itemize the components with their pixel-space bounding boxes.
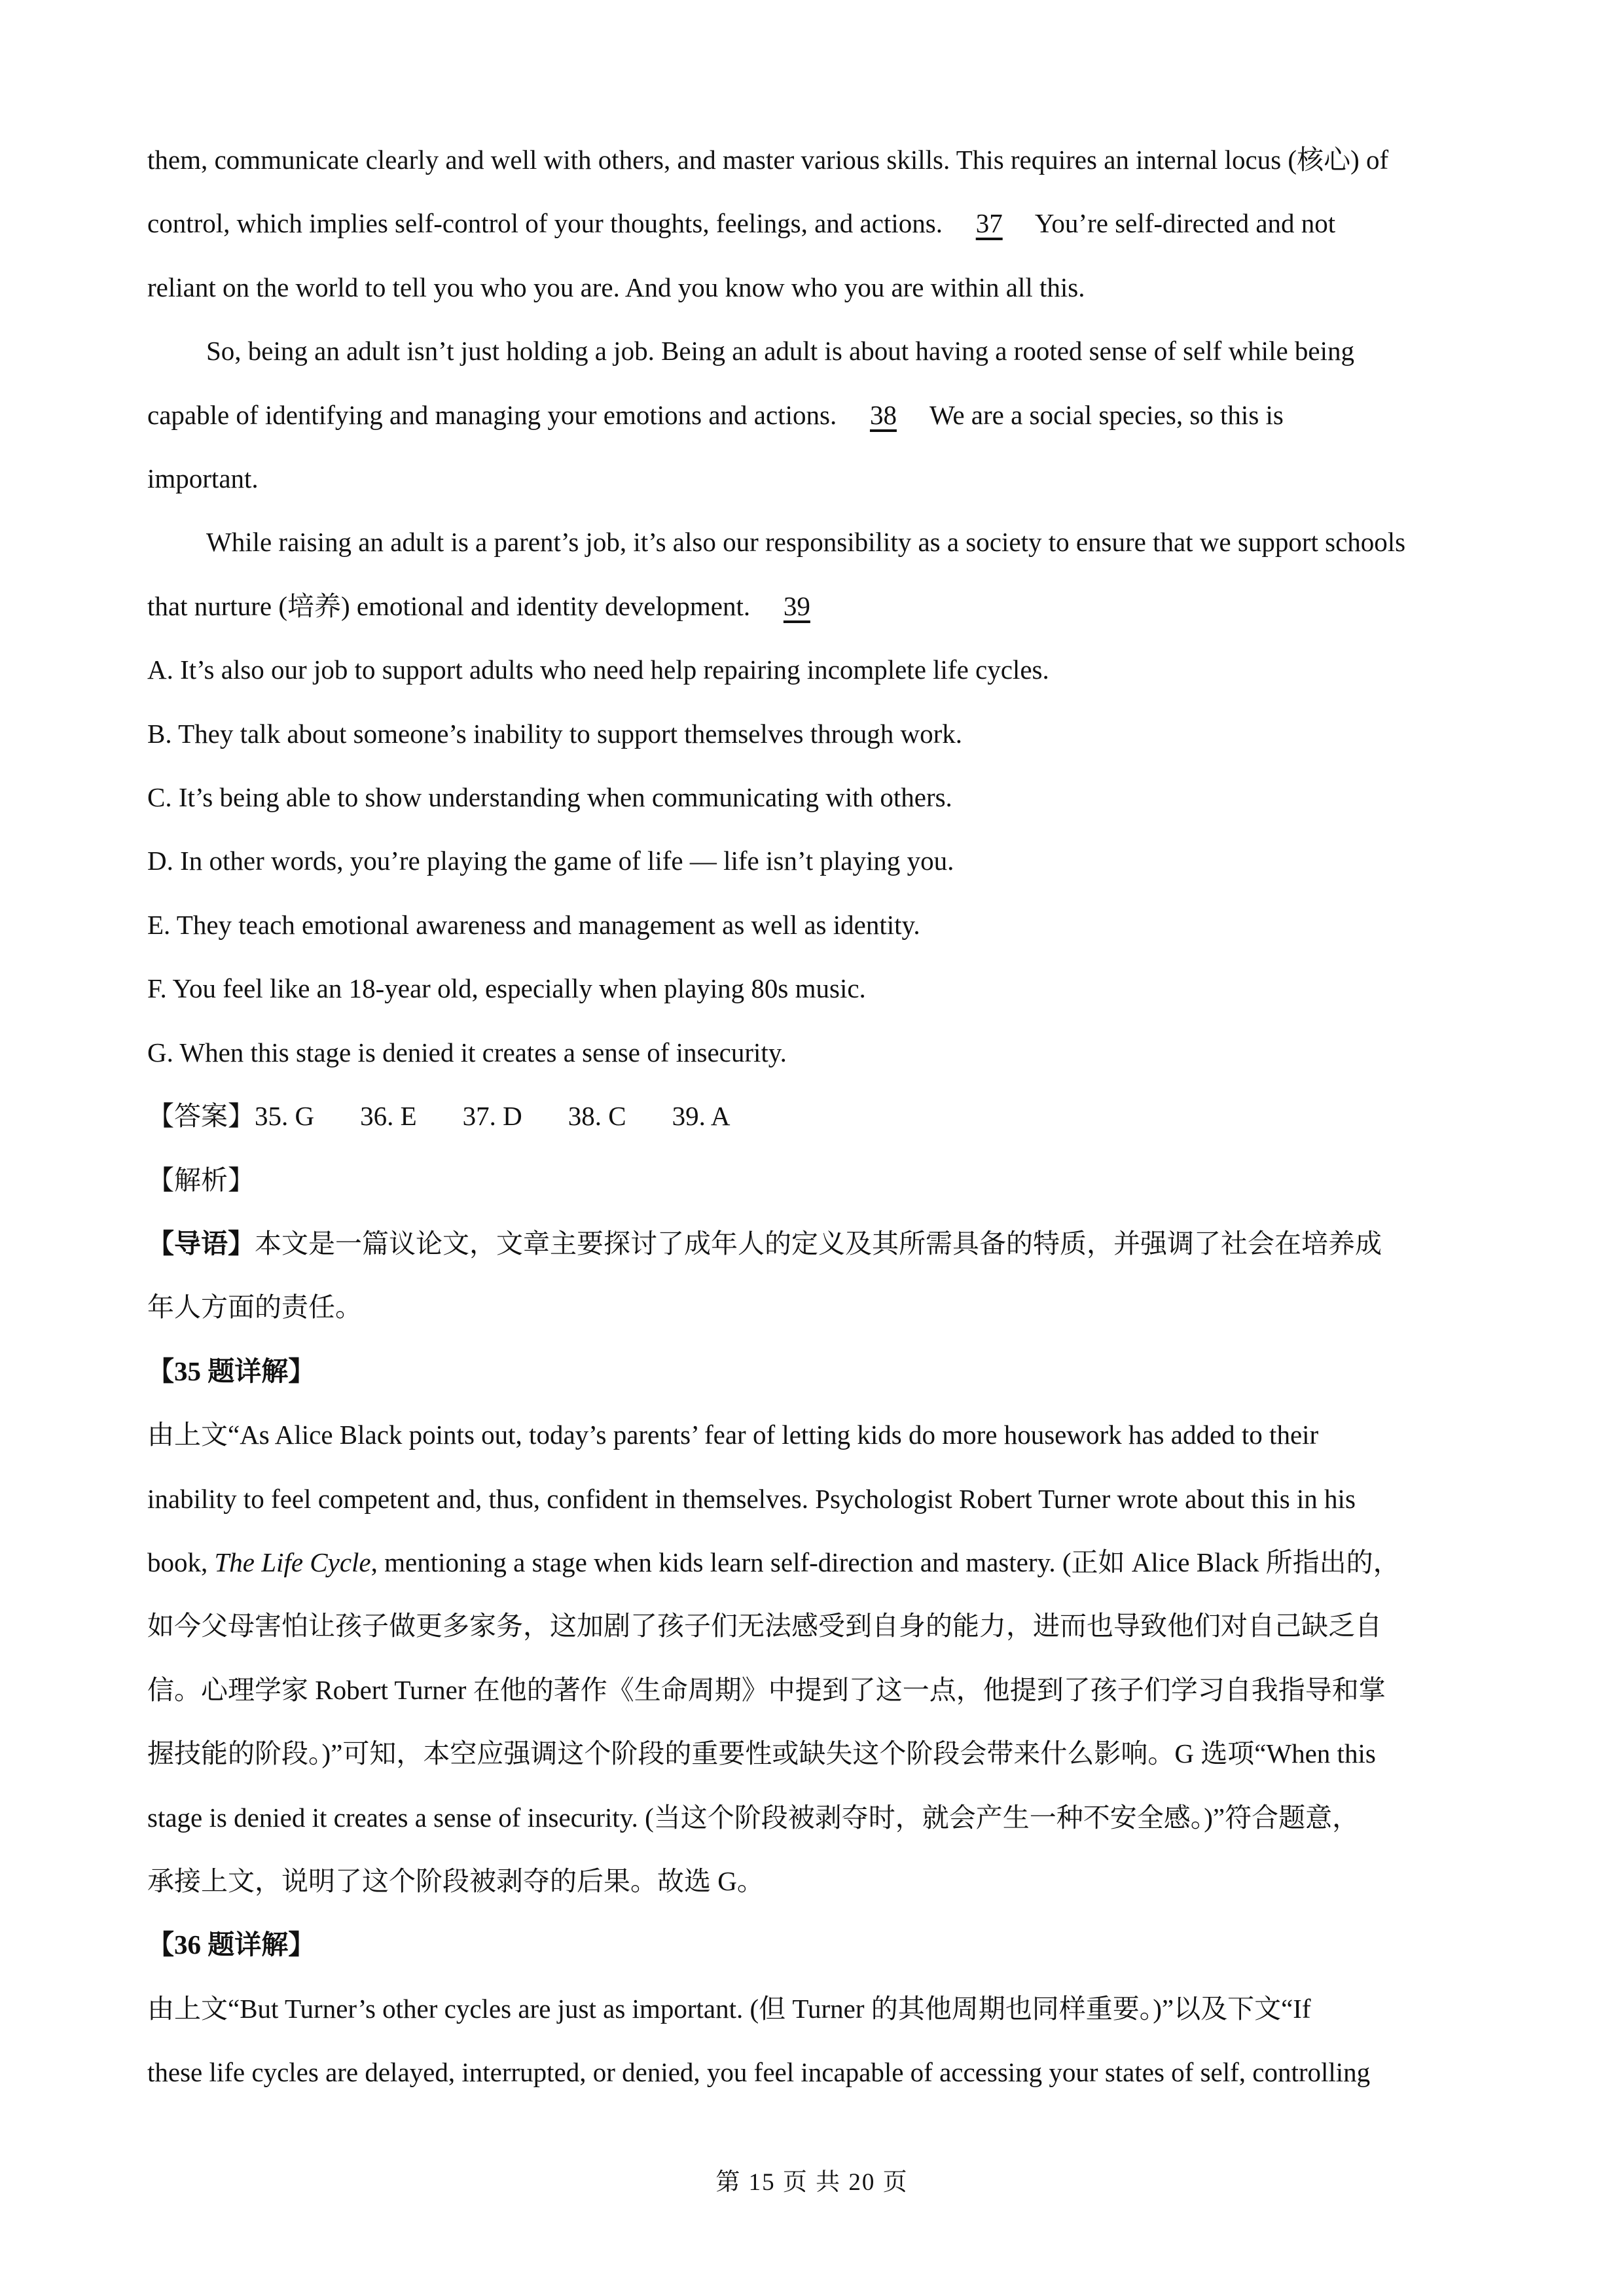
option-b: B. They talk about someone’s inability to support themselves through work.	[147, 718, 963, 749]
passage-line: that nurture (培养) emotional and identity development. 39	[147, 575, 1486, 638]
guide-line: 【导语】本文是一篇议论文，文章主要探讨了成年人的定义及其所需具备的特质，并强调了社会在培养成	[147, 1228, 1382, 1259]
q35-line: stage is denied it creates a sense of insecurity. (当这个阶段被剥夺时，就会产生一种不安全感。)”符合题意，	[147, 1802, 1360, 1833]
passage-line: While raising an adult is a parent’s job, it’s also our responsibility as a society to ensure that we support schools	[206, 527, 1406, 558]
option-c: C. It’s being able to show understanding when communicating with others.	[147, 782, 952, 813]
passage-line: important.	[147, 463, 259, 494]
passage-line: So, being an adult isn’t just holding a job. Being an adult is about having a rooted sense of self while being	[206, 336, 1354, 367]
passage-line: capable of identifying and managing your emotions and actions. 38 We are a social species, so this is	[147, 384, 1486, 447]
blank-38: 38	[869, 399, 897, 430]
q35-line: book, The Life Cycle, mentioning a stage when kids learn self-direction and mastery. (正如 Alice Black 所指出的，	[147, 1547, 1400, 1577]
option-g: G. When this stage is denied it creates a sense of insecurity.	[147, 1037, 787, 1067]
guide-line: 年人方面的责任。	[147, 1292, 362, 1323]
q36-line: these life cycles are delayed, interrupted, or denied, you feel incapable of accessing your states of self, controlling	[147, 2057, 1371, 2088]
q35-line: 如今父母害怕让孩子做更多家务，这加剧了孩子们无法感受到自身的能力，进而也导致他们对自己缺乏自	[147, 1611, 1382, 1641]
passage-line: reliant on the world to tell you who you are. And you know who you are within all this.	[147, 272, 1085, 302]
q35-line: inability to feel competent and, thus, confident in themselves. Psychologist Robert Turner wrote about this in his	[147, 1483, 1356, 1514]
q35-line: 承接上文，说明了这个阶段被剥夺的后果。故选 G。	[147, 1865, 764, 1896]
answer-item: 39. A	[672, 1101, 731, 1132]
answer-item: 37. D	[462, 1101, 522, 1132]
answer-item: 35. G	[255, 1101, 315, 1132]
option-a: A. It’s also our job to support adults who need help repairing incomplete life cycles.	[147, 655, 1049, 685]
q35-line: 握技能的阶段。)”可知，本空应强调这个阶段的重要性或缺失这个阶段会带来什么影响。G 选项“When this	[147, 1738, 1376, 1769]
q36-line: 由上文“But Turner’s other cycles are just as important. (但 Turner 的其他周期也同样重要。)”以及下文“If	[147, 1993, 1311, 2024]
blank-37: 37	[975, 208, 1003, 239]
option-f: F. You feel like an 18-year old, especially when playing 80s music.	[147, 973, 866, 1004]
answer-label: 【答案】	[147, 1101, 255, 1132]
q35-line: 信。心理学家 Robert Turner 在他的著作《生命周期》中提到了这一点，他提到了孩子们学习自我指导和掌	[147, 1674, 1386, 1705]
analysis-label: 【解析】	[147, 1164, 255, 1195]
guide-label: 【导语】	[147, 1228, 255, 1259]
passage-line: them, communicate clearly and well with others, and master various skills. This requires an internal locus (核心) of	[147, 145, 1389, 175]
page-footer: 第 15 页 共 20 页	[715, 2169, 909, 2196]
q35-line: 由上文“As Alice Black points out, today’s parents’ fear of letting kids do more housework has added to their	[147, 1420, 1319, 1450]
answer-item: 38. C	[568, 1101, 626, 1132]
answer-line	[147, 1085, 1486, 1148]
q35-title: 【35 题详解】	[147, 1355, 316, 1386]
book-title: The Life Cycle	[214, 1547, 371, 1577]
answer-item: 36. E	[360, 1101, 417, 1132]
option-d: D. In other words, you’re playing the game of life — life isn’t playing you.	[147, 846, 954, 876]
blank-39: 39	[783, 590, 810, 621]
option-e: E. They teach emotional awareness and management as well as identity.	[147, 909, 920, 940]
document-body	[147, 128, 1486, 2105]
passage-line: control, which implies self-control of your thoughts, feelings, and actions. 37 You’re self-directed and not	[147, 192, 1486, 255]
q36-title: 【36 题详解】	[147, 1929, 316, 1960]
